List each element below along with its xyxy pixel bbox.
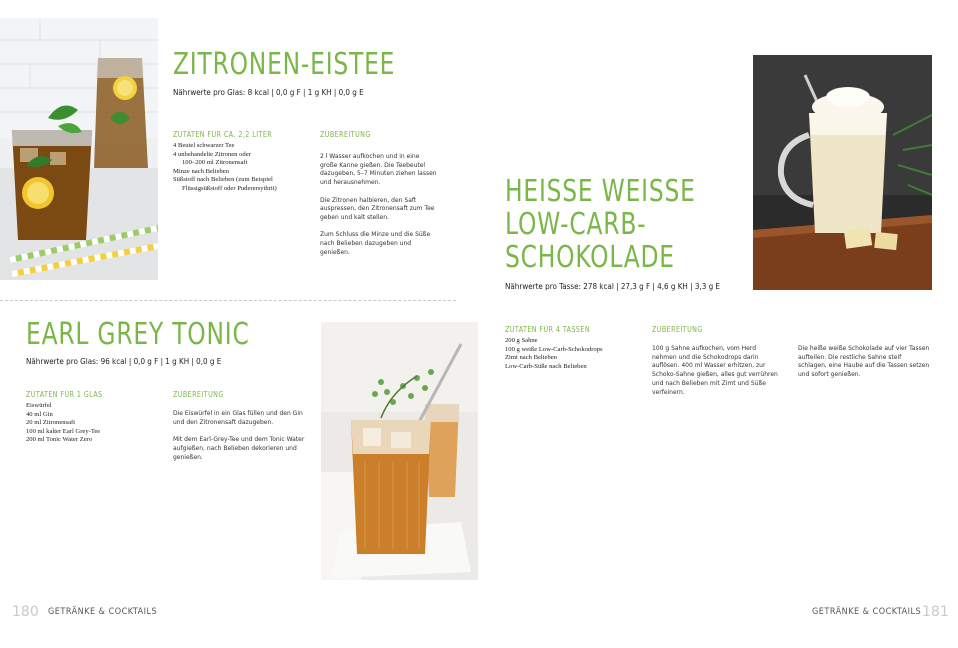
preparation-step: 2 l Wasser aufkochen und in eine große Kanne gießen. Die Teebeutel dazugeben, 5–7 Minuten ziehen lassen und herausnehmen. bbox=[320, 153, 437, 187]
title-line: SCHOKOLADE bbox=[505, 240, 675, 275]
photo-earl-grey-tonic bbox=[321, 322, 478, 580]
page-number: 181 bbox=[922, 604, 949, 620]
ingredient-item: Flüssigsüßstoff oder Puderersythrit) bbox=[182, 184, 277, 192]
photo-white-hot-chocolate bbox=[753, 55, 932, 290]
ingredients-heading: ZUTATEN FÜR 1 GLAS bbox=[26, 390, 103, 399]
ingredients-list bbox=[173, 142, 277, 194]
title-line: LOW-CARB- bbox=[505, 207, 647, 242]
page-number: 180 bbox=[12, 604, 39, 620]
ingredients-heading: ZUTATEN FÜR 4 TASSEN bbox=[505, 325, 591, 334]
recipe-title-earl-grey-tonic: EARL GREY TONIC bbox=[26, 317, 250, 352]
ingredients-list bbox=[505, 337, 603, 371]
ingredient-item: 4 unbehandelte Zitronen oder bbox=[173, 150, 251, 158]
ingredient-item: 100 g weiße Low-Carb-Schokodrops bbox=[505, 345, 603, 353]
photo-lemon-iced-tea bbox=[0, 18, 158, 280]
ingredient-item: Süßstoff nach Belieben (zum Beispiel bbox=[173, 176, 273, 184]
preparation-heading: ZUBEREITUNG bbox=[320, 130, 371, 139]
ingredient-item: 20 ml Zitronensaft bbox=[26, 419, 76, 427]
recipe-title-heisse-weisse-schokolade bbox=[505, 175, 696, 274]
preparation-step: Zum Schluss die Minze und die Süße nach Belieben dazugeben und genießen. bbox=[320, 231, 431, 256]
nutrition-info: Nährwerte pro Glas: 96 kcal | 0,0 g F | 1 g KH | 0,0 g E bbox=[26, 357, 222, 366]
preparation-step: Die Eiswürfel in ein Glas füllen und den Gin und den Zitronensaft dazugeben. bbox=[173, 410, 303, 426]
nutrition-info: Nährwerte pro Glas: 8 kcal | 0,0 g F | 1 g KH | 0,0 g E bbox=[173, 88, 364, 97]
ingredient-item: Zimt nach Belieben bbox=[505, 354, 557, 362]
ingredient-item: 200 g Sahne bbox=[505, 337, 538, 344]
preparation-steps bbox=[320, 153, 438, 266]
preparation-step: Die Zitronen halbieren, den Saft auspressen, den Zitronensaft zum Tee geben und kalt stellen. bbox=[320, 196, 435, 221]
ingredient-item: Low-Carb-Süße nach Belieben bbox=[505, 362, 587, 370]
recipe-title-zitronen-eistee: ZITRONEN-EISTEE bbox=[173, 47, 396, 82]
nutrition-info: Nährwerte pro Tasse: 278 kcal | 27,3 g F | 4,6 g KH | 3,3 g E bbox=[505, 282, 720, 291]
ingredient-item: 40 ml Gin bbox=[26, 410, 53, 418]
ingredient-item: 200 ml Tonic Water Zero bbox=[26, 436, 93, 444]
section-label: GETRÄNKE & COCKTAILS bbox=[812, 607, 922, 617]
ingredient-item: 100 ml kalter Earl Grey-Tee bbox=[26, 427, 101, 435]
ingredients-list bbox=[26, 402, 100, 445]
preparation-step: 100 g Sahne aufkochen, vom Herd nehmen und die Schokodrops darin auflösen. 400 ml Wasser erhitzen, zur Schoko-Sahne gießen, alles gut verrühren und nach Belieben mit Zimt und Süße verfeinern. bbox=[652, 345, 778, 396]
ingredient-item: 4 Beutel schwarzer Tee bbox=[173, 142, 235, 149]
ingredient-item: 100–200 ml Zitronensaft bbox=[182, 159, 248, 167]
preparation-heading: ZUBEREITUNG bbox=[652, 325, 703, 334]
ingredient-item: Eiswürfel bbox=[26, 402, 52, 409]
title-line: HEISSE WEISSE bbox=[505, 174, 696, 209]
section-divider bbox=[0, 300, 456, 301]
preparation-step: Die heiße weiße Schokolade auf vier Tassen aufteilen. Die restliche Sahne steif schlagen, eine Haube auf die Tassen setzen und sofort genießen. bbox=[798, 345, 930, 379]
preparation-step: Mit dem Earl-Grey-Tee und dem Tonic Water aufgießen, nach Belieben dekorieren und genießen. bbox=[173, 436, 305, 461]
ingredient-item: Minze nach Belieben bbox=[173, 167, 230, 175]
preparation-steps bbox=[173, 410, 308, 471]
preparation-heading: ZUBEREITUNG bbox=[173, 390, 224, 399]
section-label: GETRÄNKE & COCKTAILS bbox=[48, 607, 158, 617]
ingredients-heading: ZUTATEN FÜR CA. 2,2 LITER bbox=[173, 130, 273, 139]
